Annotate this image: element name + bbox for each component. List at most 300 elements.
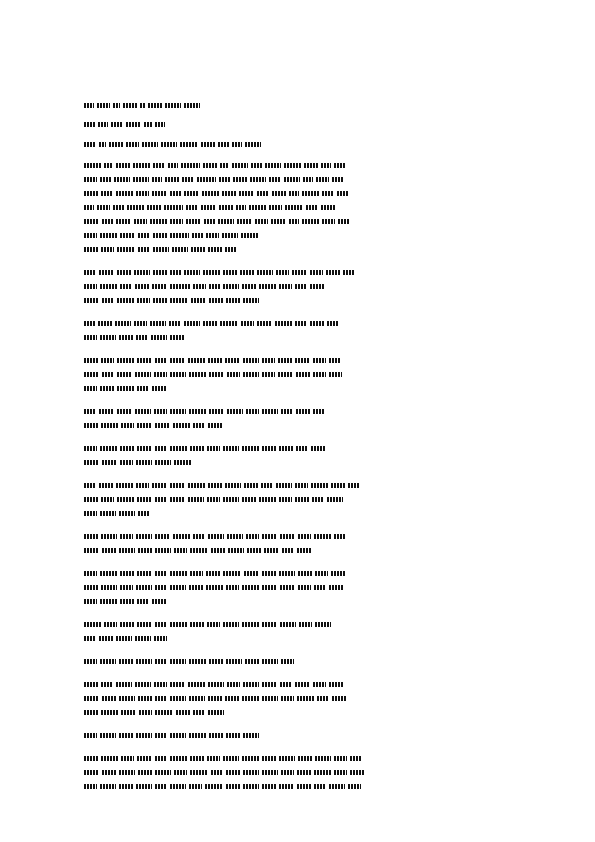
pixelated-word (121, 710, 136, 715)
pixelated-word (226, 770, 240, 775)
pixelated-word (203, 321, 217, 326)
pixelated-word (262, 409, 277, 414)
pixelated-word (299, 622, 312, 627)
pixelated-word (206, 233, 219, 238)
pixelated-word (190, 571, 203, 576)
header-line (84, 99, 504, 111)
pixelated-word (84, 599, 97, 604)
pixelated-word (257, 321, 272, 326)
pixelated-word (120, 599, 134, 604)
pixelated-word (100, 733, 115, 738)
redacted-text (84, 478, 512, 492)
pixelated-word (155, 548, 170, 553)
pixelated-word (327, 497, 342, 502)
pixelated-word (170, 446, 187, 451)
pixelated-word (84, 298, 99, 303)
pixelated-word (101, 423, 118, 428)
pixelated-word (170, 483, 184, 488)
pixelated-word (101, 682, 113, 687)
pixelated-word (312, 497, 324, 502)
pixelated-word (173, 534, 191, 539)
pixelated-word (136, 585, 153, 590)
pixelated-word (101, 497, 114, 502)
pixelated-word (101, 585, 116, 590)
pixelated-word (113, 205, 124, 210)
pixelated-word (227, 409, 244, 414)
pixelated-word (135, 682, 152, 687)
pixelated-word (226, 659, 243, 664)
pixelated-word (155, 122, 165, 127)
pixelated-word (243, 358, 260, 363)
pixelated-word (116, 219, 130, 224)
pixelated-word (265, 163, 280, 168)
redacted-text (84, 441, 512, 455)
paragraph (84, 677, 512, 719)
pixelated-word (184, 103, 199, 108)
pixelated-word (280, 622, 297, 627)
redacted-text (84, 228, 512, 242)
pixelated-word (295, 682, 310, 687)
pixelated-word (170, 497, 184, 502)
pixelated-word (154, 636, 167, 641)
pixelated-word (247, 548, 260, 553)
paragraph-line (84, 228, 512, 242)
pixelated-word (257, 191, 269, 196)
pixelated-word (219, 205, 233, 210)
pixelated-word (116, 483, 133, 488)
pixelated-word (100, 284, 117, 289)
pixelated-word (262, 756, 275, 761)
pixelated-word (84, 682, 98, 687)
pixelated-word (189, 696, 206, 701)
pixelated-word (207, 497, 220, 502)
pixelated-word (100, 571, 117, 576)
pixelated-word (181, 163, 200, 168)
pixelated-word (84, 177, 97, 182)
pixelated-word (227, 682, 240, 687)
redacted-text (84, 751, 512, 765)
pixelated-word (109, 142, 123, 147)
pixelated-word (138, 511, 150, 516)
header-line (84, 139, 504, 150)
redacted-text (84, 172, 512, 186)
pixelated-word (188, 358, 206, 363)
pixelated-word (311, 446, 326, 451)
pixelated-word (223, 622, 238, 627)
pixelated-word (329, 372, 341, 377)
paragraph (84, 353, 512, 395)
pixelated-word (204, 219, 215, 224)
pixelated-word (225, 696, 239, 701)
pixelated-word (144, 122, 152, 127)
pixelated-word (298, 585, 311, 590)
pixelated-word (241, 321, 254, 326)
pixelated-word (153, 298, 167, 303)
pixelated-word (242, 585, 260, 590)
pixelated-word (262, 682, 276, 687)
pixelated-word (116, 682, 131, 687)
pixelated-word (137, 756, 152, 761)
pixelated-word (137, 386, 149, 391)
pixelated-word (186, 219, 201, 224)
pixelated-word (84, 622, 101, 627)
pixelated-word (120, 233, 135, 238)
pixelated-word (295, 483, 308, 488)
pixelated-word (303, 177, 313, 182)
paragraph-line (84, 765, 512, 779)
pixelated-word (142, 142, 157, 147)
pixelated-word (99, 142, 106, 147)
pixelated-word (242, 446, 260, 451)
pixelated-word (150, 321, 167, 326)
redacted-text (84, 765, 512, 779)
pixelated-word (134, 321, 147, 326)
pixelated-word (173, 423, 191, 428)
pixelated-word (170, 270, 181, 275)
pixelated-word (207, 446, 220, 451)
pixelated-word (155, 659, 167, 664)
pixelated-word (152, 483, 167, 488)
pixelated-word (170, 298, 188, 303)
pixelated-word (279, 571, 296, 576)
pixelated-word (101, 247, 114, 252)
pixelated-word (262, 659, 277, 664)
pixelated-word (136, 191, 149, 196)
pixelated-word (170, 335, 183, 340)
pixelated-word (84, 497, 98, 502)
pixelated-word (137, 423, 152, 428)
pixelated-word (184, 191, 198, 196)
pixelated-word (155, 622, 167, 627)
pixelated-word (331, 571, 346, 576)
pixelated-word (278, 372, 293, 377)
pixelated-word (262, 534, 276, 539)
pixelated-word (152, 386, 167, 391)
pixelated-word (137, 599, 149, 604)
pixelated-word (152, 599, 167, 604)
pixelated-word (170, 696, 185, 701)
paragraph-line (84, 677, 512, 691)
paragraph-line (84, 580, 512, 594)
pixelated-word (223, 284, 238, 289)
pixelated-word (99, 636, 113, 641)
pixelated-word (117, 372, 131, 377)
pixelated-word (304, 163, 317, 168)
pixelated-word (297, 696, 314, 701)
pixelated-word (222, 191, 235, 196)
pixelated-word (84, 659, 97, 664)
pixelated-word (295, 284, 307, 289)
pixelated-word (153, 270, 167, 275)
pixelated-word (100, 386, 114, 391)
redacted-text (84, 242, 512, 256)
paragraph-line (84, 631, 512, 645)
redacted-text (84, 566, 512, 580)
pixelated-word (261, 483, 273, 488)
pixelated-word (315, 571, 327, 576)
document-header (84, 99, 504, 159)
paragraph-line (84, 594, 512, 608)
pixelated-word (150, 219, 168, 224)
pixelated-word (279, 446, 293, 451)
pixelated-word (228, 548, 245, 553)
pixelated-word (138, 233, 150, 238)
pixelated-word (84, 247, 98, 252)
pixelated-word (334, 756, 347, 761)
pixelated-word (331, 483, 345, 488)
pixelated-word (120, 446, 134, 451)
pixelated-word (99, 270, 114, 275)
pixelated-word (329, 358, 340, 363)
pixelated-word (298, 756, 312, 761)
pixelated-word (211, 548, 225, 553)
pixelated-word (155, 423, 169, 428)
pixelated-word (296, 372, 310, 377)
pixelated-word (119, 784, 133, 789)
legibility-note (0, 0, 1, 1)
redacted-text (84, 404, 512, 418)
pixelated-word (84, 548, 99, 553)
pixelated-word (153, 247, 168, 252)
pixelated-word (201, 205, 216, 210)
paragraph-line (84, 279, 512, 293)
paragraph-line (84, 455, 512, 469)
pixelated-word (334, 534, 346, 539)
pixelated-word (126, 122, 141, 127)
pixelated-word (208, 710, 223, 715)
pixelated-word (104, 163, 114, 168)
pixelated-word (209, 659, 222, 664)
pixelated-word (102, 696, 115, 701)
pixelated-word (84, 483, 96, 488)
pixelated-word (201, 142, 215, 147)
pixelated-word (208, 696, 221, 701)
paragraph-line (84, 529, 512, 543)
pixelated-word (155, 784, 167, 789)
pixelated-word (188, 483, 206, 488)
paragraph-line (84, 330, 512, 344)
pixelated-word (84, 122, 95, 127)
pixelated-word (313, 682, 326, 687)
paragraph-line (84, 617, 512, 631)
pixelated-word (147, 205, 161, 210)
pixelated-word (223, 756, 238, 761)
pixelated-word (136, 784, 153, 789)
pixelated-word (226, 784, 240, 789)
pixelated-word (135, 284, 149, 289)
pixelated-word (170, 284, 190, 289)
paragraph-line (84, 506, 512, 520)
pixelated-word (84, 386, 97, 391)
pixelated-word (84, 534, 98, 539)
pixelated-word (155, 710, 173, 715)
pixelated-word (186, 205, 198, 210)
paragraph (84, 478, 512, 520)
pixelated-word (120, 284, 132, 289)
pixelated-word (223, 270, 236, 275)
pixelated-word (170, 233, 189, 238)
pixelated-word (189, 659, 207, 664)
pixelated-word (84, 372, 99, 377)
pixelated-word (170, 585, 185, 590)
pixelated-word (114, 177, 129, 182)
pixelated-word (276, 483, 291, 488)
pixelated-word (193, 284, 206, 289)
pixelated-word (170, 571, 187, 576)
pixelated-word (244, 483, 258, 488)
pixelated-word (189, 372, 207, 377)
pixelated-word (315, 756, 330, 761)
pixelated-word (84, 636, 96, 641)
pixelated-word (278, 358, 292, 363)
pixelated-word (117, 386, 134, 391)
pixelated-word (257, 270, 274, 275)
pixelated-word (84, 335, 97, 340)
pixelated-word (208, 682, 223, 687)
pixelated-word (280, 534, 295, 539)
pixelated-word (84, 423, 98, 428)
pixelated-word (219, 177, 230, 182)
pixelated-word (97, 103, 110, 108)
pixelated-word (102, 219, 113, 224)
pixelated-word (84, 511, 97, 516)
paragraph-line (84, 566, 512, 580)
pixelated-word (168, 163, 178, 168)
pixelated-word (100, 233, 117, 238)
pixelated-word (227, 372, 240, 377)
paragraph-line (84, 705, 512, 719)
pixelated-word (315, 622, 330, 627)
pixelated-word (138, 770, 152, 775)
pixelated-word (223, 446, 238, 451)
paragraph (84, 316, 512, 344)
pixelated-word (84, 233, 97, 238)
pixelated-word (190, 770, 208, 775)
pixelated-word (100, 335, 115, 340)
paragraph (84, 654, 512, 668)
pixelated-word (120, 622, 134, 627)
pixelated-word (338, 219, 350, 224)
pixelated-word (98, 321, 112, 326)
redacted-text (84, 455, 512, 469)
pixelated-word (190, 548, 208, 553)
pixelated-word (102, 770, 115, 775)
pixelated-word (138, 696, 152, 701)
pixelated-word (140, 103, 146, 108)
redacted-text (84, 186, 512, 200)
pixelated-word (242, 696, 260, 701)
redacted-text (84, 529, 512, 543)
pixelated-word (321, 205, 335, 210)
pixelated-word (136, 460, 153, 465)
redacted-text (84, 492, 512, 506)
pixelated-word (101, 358, 114, 363)
pixelated-word (208, 534, 223, 539)
pixelated-word (282, 548, 294, 553)
pixelated-word (127, 205, 144, 210)
pixelated-word (182, 177, 194, 182)
pixelated-word (97, 205, 110, 210)
redacted-text (84, 316, 512, 330)
pixelated-word (123, 103, 137, 108)
pixelated-word (313, 409, 324, 414)
pixelated-word (295, 321, 307, 326)
pixelated-word (259, 284, 276, 289)
redacted-text (84, 158, 512, 172)
pixelated-word (84, 142, 96, 147)
redacted-text (84, 705, 512, 719)
pixelated-word (101, 756, 118, 761)
redacted-text (84, 691, 512, 705)
pixelated-word (262, 372, 274, 377)
redacted-text (84, 580, 512, 594)
pixelated-word (113, 103, 120, 108)
pixelated-word (280, 682, 292, 687)
pixelated-word (220, 163, 229, 168)
pixelated-word (314, 534, 331, 539)
pixelated-word (115, 321, 130, 326)
pixelated-word (170, 358, 184, 363)
pixelated-word (208, 483, 221, 488)
pixelated-word (251, 163, 262, 168)
pixelated-word (302, 191, 319, 196)
pixelated-word (191, 247, 205, 252)
pixelated-word (209, 733, 222, 738)
pixelated-word (138, 247, 150, 252)
pixelated-word (284, 177, 301, 182)
pixelated-word (209, 372, 223, 377)
pixelated-word (170, 409, 185, 414)
pixelated-word (117, 497, 134, 502)
pixelated-word (116, 191, 133, 196)
paragraph-line (84, 751, 512, 765)
pixelated-word (84, 284, 97, 289)
pixelated-word (262, 571, 275, 576)
pixelated-word (120, 534, 133, 539)
paragraph (84, 617, 512, 645)
pixelated-word (316, 177, 329, 182)
pixelated-word (190, 622, 204, 627)
pixelated-word (137, 622, 152, 627)
redacted-text (84, 279, 512, 293)
pixelated-word (84, 784, 97, 789)
pixelated-word (138, 548, 152, 553)
pixelated-word (313, 372, 326, 377)
pixelated-word (285, 205, 303, 210)
pixelated-word (154, 372, 167, 377)
pixelated-word (262, 358, 274, 363)
pixelated-word (155, 696, 167, 701)
pixelated-word (296, 446, 308, 451)
pixelated-word (164, 205, 183, 210)
pixelated-word (84, 191, 98, 196)
pixelated-word (170, 784, 185, 789)
pixelated-word (133, 163, 151, 168)
pixelated-word (264, 548, 279, 553)
paragraph (84, 751, 512, 793)
pixelated-word (139, 710, 152, 715)
redacted-text (84, 506, 512, 520)
pixelated-word (170, 622, 187, 627)
pixelated-word (281, 409, 293, 414)
pixelated-word (281, 696, 294, 701)
pixelated-word (170, 682, 184, 687)
pixelated-word (209, 298, 222, 303)
pixelated-word (100, 446, 117, 451)
paragraph-line (84, 779, 512, 793)
pixelated-word (193, 534, 205, 539)
pixelated-word (111, 122, 123, 127)
